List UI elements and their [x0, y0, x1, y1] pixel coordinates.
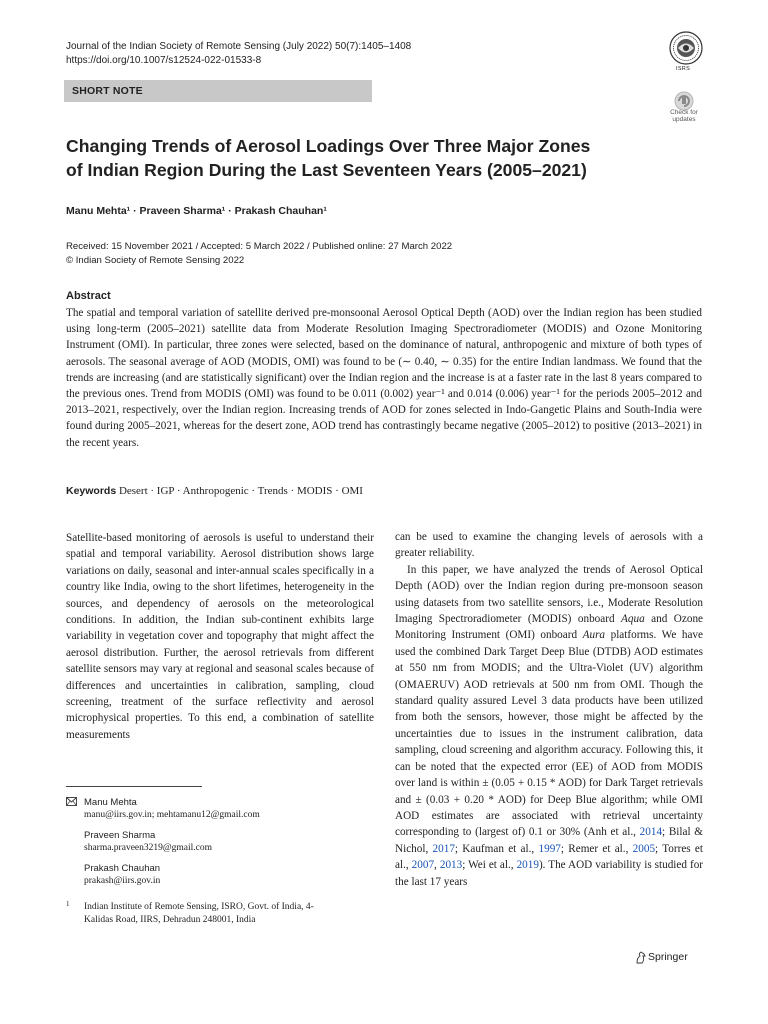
publication-dates: Received: 15 November 2021 / Accepted: 5 March 2022 / Published online: 27 March 2022 [66, 241, 453, 252]
author-list: Manu Mehta¹ · Praveen Sharma¹ · Prakash Chauhan¹ [66, 205, 327, 217]
check-updates-label[interactable]: Check for updates [670, 109, 698, 123]
body-paragraph: can be used to examine the changing levels of aerosols with a greater reliability. [395, 531, 703, 560]
isrs-logo-icon [669, 31, 703, 65]
envelope-icon [66, 797, 77, 806]
keywords-line [66, 484, 363, 498]
paper-title [66, 134, 686, 182]
affiliation-marker: 1 [66, 900, 70, 908]
doi-link[interactable]: https://doi.org/10.1007/s12524-022-01533-8 [66, 55, 262, 66]
copyright-line: © Indian Society of Remote Sensing 2022 [66, 255, 245, 266]
footnote-divider [66, 786, 202, 787]
corresponding-author-name: Manu Mehta [84, 797, 137, 808]
affiliation-line: Kalidas Road, IIRS, Dehradun 248001, India [84, 915, 256, 925]
publisher-name: Springer [648, 951, 688, 963]
author-email[interactable]: sharma.praveen3219@gmail.com [84, 843, 212, 853]
citation-link[interactable]: 2013 [439, 859, 463, 872]
body-paragraph: In this paper, we have analyzed the trends of Aerosol Optical Depth (AOD) over the Indian region during pre-monsoon season using datasets from two satellite sensors, i.e., Moderate Resolution Imaging Spectroradiometer (MODIS) onboard Aqua and Ozone Monitoring Instrument (OMI) onboard Aura platforms. We have used the combined Dark Target Deep Blue (DTDB) AOD estimates at 550 nm from MODIS; and the Ultra-Violet (UV) algorithm (OMAERUV) AOD retrievals at 500 nm from OMI. Though the standard quality assured Level 3 data products have been utilized from both the sensors, however, those might be affected by the uncertainties due to issues in the instrument calibration, data sampling, cloud screening and algorithm accuracy. Following this, it can be noted that the expected error (EE) of AOD from MODIS over land is within ± (0.05 + 0.15 * AOD) for Dark Target retrievals and ± (0.03 + 0.20 * AOD) for Deep Blue algorithm; while OMI AOD estimates are associated with retrieval uncertainty corresponding to (largest of) 0.1 or 30% (Anh et al., 2014; Bilal & Nichol, 2017; Kaufman et al., 1997; Remer et al., 2005; Torres et al., 2007, 2013; Wei et al., 2019). The AOD variability is studied for the last 17 years [395, 563, 704, 888]
corresponding-author-email[interactable]: manu@iirs.gov.in; mehtamanu12@gmail.com [84, 810, 260, 820]
citation-link[interactable]: 2007 [411, 859, 435, 872]
platform-aqua: Aqua [621, 613, 645, 626]
abstract-heading: Abstract [66, 290, 111, 302]
springer-horse-icon [635, 951, 647, 964]
platform-aura: Aura [582, 629, 606, 642]
abstract-text: The spatial and temporal variation of satellite derived pre-monsoonal Aerosol Optical Depth (AOD) over the Indian region has been studied using long-term (2005–2021) satellite data from Moderate Resolution Imaging Spectroradiometer (MODIS) and Ozone Monitoring Instrument (OMI). In particular, three zones were selected, based on the dominance of natural, anthropogenic and mixture of both types of aerosols. The seasonal average of AOD (MODIS, OMI) was found to be (∼ 0.40, ∼ 0.35) for the entire Indian landmass. We found that the trends are increasing (and are statistically significant) over the Indian region and the increase is at a faster rate in the last 8 years compared to the previous ones. Trend from MODIS (OMI) was found to be 0.011 (0.002) year⁻¹ and 0.014 (0.006) year⁻¹ for the periods 2005–2012 and 2013–2021, respectively, over the Indian region. Increasing trends of AOD for zones selected in Indo-Gangetic Plains and South-India were found during 2005–2021, whereas for the desert zone, AOD trend has contrastingly became negative (2005–2012) to positive (2013–2021) in the recent years. [66, 307, 702, 449]
citation-link[interactable]: 1997 [538, 842, 561, 855]
paper-title-line2: of Indian Region During the Last Seventeen Years (2005–2021) [66, 160, 587, 180]
citation-link[interactable]: 2017 [432, 842, 455, 855]
body-column-right [395, 529, 703, 890]
author-name: Prakash Chauhan [84, 863, 161, 874]
citation-link[interactable]: 2019 [516, 859, 539, 872]
author-email[interactable]: prakash@iirs.gov.in [84, 876, 161, 886]
citation-link[interactable]: 2014 [639, 826, 663, 839]
affiliation-line: Indian Institute of Remote Sensing, ISRO, Govt. of India, 4- [84, 902, 314, 912]
paper-title-line1: Changing Trends of Aerosol Loadings Over Three Major Zones [66, 136, 591, 156]
section-label: SHORT NOTE [64, 80, 372, 102]
author-name: Praveen Sharma [84, 830, 156, 841]
keywords-heading: Keywords [66, 485, 117, 497]
isrs-logo-text: ISRS [676, 66, 691, 72]
citation-link[interactable]: 2005 [632, 842, 656, 855]
body-column-left: Satellite-based monitoring of aerosols is useful to understand their spatial and temporal variability. Aerosol distribution shows large variations on daily, seasonal and inter-annual scales specifically in a country like India, owing to the short lifetimes, heterogeneity in the sources, and dependency of aerosols on the meteorological conditions. In addition, the Indian sub-continent exhibits large variability in vegetation cover and topography that might affect the aerosol distribution. Further, the aerosol retrievals from different satellite sensors may vary at regional and seasonal scales because of differences and uncertainties in calibration, sampling, cloud screening, treatment of the surface reflectivity and aerosol microphysical properties. To this end, a combination of satellite measurements [66, 532, 374, 741]
keywords-list: Desert · IGP · Anthropogenic · Trends · MODIS · OMI [118, 485, 363, 497]
journal-citation: Journal of the Indian Society of Remote Sensing (July 2022) 50(7):1405–1408 [66, 41, 412, 52]
